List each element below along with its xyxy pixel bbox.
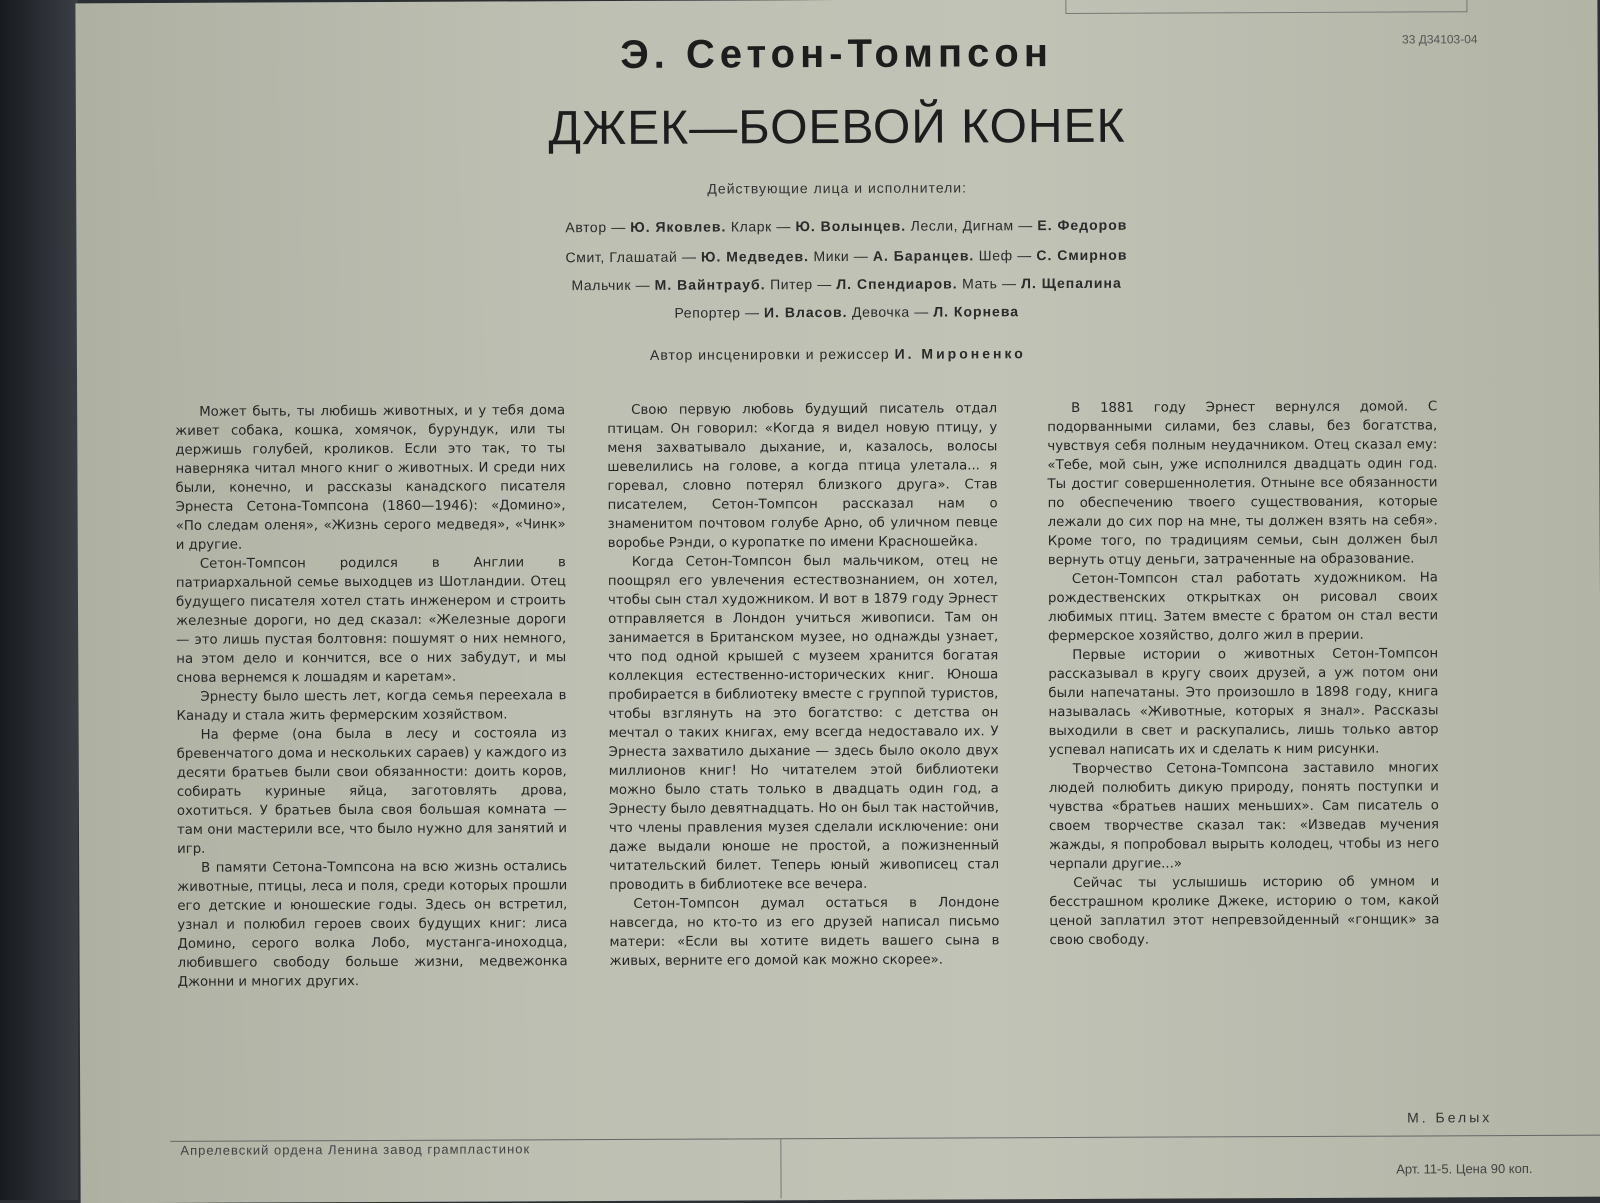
cast-role: Питер — bbox=[765, 276, 837, 293]
cast-line bbox=[456, 216, 1236, 235]
cast-role: Девочка — bbox=[847, 303, 934, 320]
cast-role: Шеф — bbox=[974, 247, 1037, 264]
footer-divider bbox=[170, 1135, 1600, 1142]
paragraph: Творчество Сетона-Томпсона заставило многих людей полюбить дикую природу, понять поступки и чувства «братьев наших меньших». Сам писатель о своем творчестве сказал так: «Изведав мучения жажды, я попробовал вырыть колодец, чтобы из него черпали другие...» bbox=[1048, 760, 1440, 873]
cast-role: Автор — bbox=[565, 218, 631, 236]
cast-line bbox=[457, 274, 1237, 293]
paragraph: В 1881 году Эрнест вернулся домой. С подорванными силами, без славы, без богатства, чувствуя себя полным неудачником. Отец сказал ему: «Тебе, мой сын, уже исполнился двадцать один год. Ты достиг совершеннолетия. Отныне все обязанности по обеспечению твоего существования, которые лежали до сих пор на мне, ты должен взять на себя». Кроме того, по традициям семьи, сын должен был вернуть отцу деньги, затраченные на образование. bbox=[1047, 399, 1438, 569]
paragraph: Сетон-Томпсон родился в Англии в патриархальной семье выходцев из Шотландии. Отец будущего писателя хотел стать инженером и строить железные дороги, но дед сказал: «Железные дороги — это лишь пустая болтовня: пошумят о них немного, на этом дело и кончится, все о них забудут, и мы снова вернемся к лошадям и каретам». bbox=[175, 555, 567, 686]
cast-actor: Е. Федоров bbox=[1037, 216, 1128, 234]
footer-divider-vertical bbox=[780, 1138, 781, 1198]
cast-role: Смит, Глашатай — bbox=[565, 248, 702, 266]
text-column-2 bbox=[607, 399, 999, 971]
cast-role: Мальчик — bbox=[571, 276, 655, 294]
cast-actor: Л. Щепалина bbox=[1021, 274, 1122, 292]
paragraph: В памяти Сетона-Томпсона на всю жизнь остались животные, птицы, леса и поля, среди которых прошли его детские и юношеские годы. Здесь он встретил, узнал и полюбил героев своих будущих книг: лиса Домино, серого волка Лобо, мустанга-иноходца, любившего свободу больше жизни, медвежонка Джонни и многих других. bbox=[177, 859, 568, 990]
director-credit bbox=[77, 343, 1599, 366]
cast-actor: А. Баранцев. bbox=[872, 247, 975, 264]
cast-role: Репортер — bbox=[674, 304, 765, 321]
top-tab bbox=[1065, 0, 1467, 14]
director-label: Автор инсценировки и режиссер bbox=[649, 345, 890, 363]
cast-role: Мать — bbox=[957, 275, 1022, 292]
paragraph: Когда Сетон-Томпсон был мальчиком, отец не поощрял его увлечения естествознанием, он хотел, чтобы сын стал художником. И вот в 1879 году Эрнест отправляется в Лондон учиться живописи. Там он занимается в Британском музее, но однажды узнает, что под одной крышей с музеем хранится богатая коллекция естественно-исторических книг. Юноша пробирается в библиотеку вместе с группой туристов, чтобы взглянуть на это богатство: с детства он мечтал о таких книгах, ему всегда недоставало их. У Эрнеста захватило дыхание — здесь было около двух миллионов книг! Но читателем этой библиотеки можно было стать только в двадцать один год, а Эрнесту было девятнадцать. Но он был так настойчив, что члены правления музея сделали исключение: они даже выдали юноше не простой, а пожизненный читательский билет. Теперь юный живописец стал проводить в библиотеке все вечера. bbox=[607, 553, 1000, 894]
paragraph: Первые истории о животных Сетон-Томпсон рассказывал в кругу своих друзей, а уж потом они были напечатаны. Это произошло в 1898 году, книга называлась «Животные, которых я знал». Рассказы выходили в свет и раскупались, лишь только автор успевал написать их и сделать к ним рисунки. bbox=[1048, 646, 1439, 759]
cast-heading: Действующие лица и исполнители: bbox=[707, 179, 968, 197]
cast-actor: М. Вайнтрауб. bbox=[654, 276, 766, 293]
page-title: ДЖЕК—БОЕВОЙ КОНЕК bbox=[548, 99, 1126, 156]
factory-credit: Апрелевский ордена Ленина завод грампластинок bbox=[180, 1141, 531, 1158]
paragraph: Сетон-Томпсон стал работать художником. На рождественских открытках он рисовал своих любимых птиц. Затем вместе с братом он стал вести фермерское хозяйство, долго жил в прерии. bbox=[1047, 570, 1439, 645]
paragraph: На ферме (она была в лесу и состояла из бревенчатого дома и нескольких сараев) у каждого из десяти братьев были свои обязанности: доить коров, собирать куриные яйца, заготовлять дрова, охотиться. У братьев была своя большая комната — там они мастерили все, что было нужно для занятий и игр. bbox=[176, 726, 568, 857]
director-name: И. Мироненко bbox=[894, 345, 1026, 362]
cast-actor: Ю. Волынцев. bbox=[795, 217, 907, 235]
cast-actor: С. Смирнов bbox=[1036, 246, 1128, 264]
signature: М. Белых bbox=[1407, 1109, 1493, 1126]
cast-line bbox=[456, 246, 1236, 265]
paragraph: Сейчас ты услышишь историю об умном и бесстрашном кролике Джеке, историю о том, какой ценой заплатил этот непревзойденный «гонщик» за свою свободу. bbox=[1049, 874, 1440, 949]
paragraph: Эрнесту было шесть лет, когда семья переехала в Канаду и стала жить фермерским хозяйством. bbox=[176, 688, 567, 724]
paragraph: Свою первую любовь будущий писатель отдал птицам. Он говорил: «Когда я видел новую птицу, у меня захватывало дыхание, и, казалось, волосы шевелились на голове, а когда птица улетала... я горевал, словно потерял близкого друга». Став писателем, Сетон-Томпсон рассказал нам о знаменитом почтовом голубе Арно, об уличном певце воробье Рэнди, о куропатке по имени Красношейка. bbox=[607, 401, 998, 552]
price-label: Арт. 11-5. Цена 90 коп. bbox=[1396, 1160, 1533, 1177]
cast-actor: И. Власов. bbox=[763, 303, 848, 321]
text-column-1 bbox=[175, 401, 568, 992]
catalog-number: 33 Д34103-04 bbox=[1401, 32, 1478, 47]
cast-line bbox=[457, 302, 1237, 321]
cast-actor: Ю. Яковлев. bbox=[630, 218, 727, 235]
record-back-cover bbox=[75, 0, 1600, 1203]
text-column-3 bbox=[1047, 397, 1439, 950]
paragraph: Сетон-Томпсон думал остаться в Лондоне навсегда, но кто-то из его друзей написал письмо матери: «Если вы хотите видеть вашего сына в живых, верните его домой как можно скорее». bbox=[609, 895, 1000, 970]
cast-actor: Л. Корнева bbox=[933, 303, 1020, 320]
cast-actor: Л. Спендиаров. bbox=[836, 275, 958, 293]
author-heading: Э. Сетон-Томпсон bbox=[620, 31, 1054, 77]
cast-role: Кларк — bbox=[726, 218, 796, 235]
cast-actor: Ю. Медведев. bbox=[700, 248, 810, 265]
paragraph: Может быть, ты любишь животных, и у тебя дома живет собака, кошка, хомячок, бурундук, или ты держишь голубей, кроликов. Если это так, то ты наверняка читал много книг о животных. И среди них были, конечно, и рассказы канадского писателя Эрнеста Сетона-Томпсона (1860—1946): «Домино», «По следам оленя», «Жизнь серого медведя», «Чинк» и другие. bbox=[175, 403, 566, 553]
cast-role: Лесли, Дигнам — bbox=[906, 217, 1038, 234]
album-spine bbox=[0, 0, 78, 1200]
cast-role: Мики — bbox=[808, 247, 873, 265]
